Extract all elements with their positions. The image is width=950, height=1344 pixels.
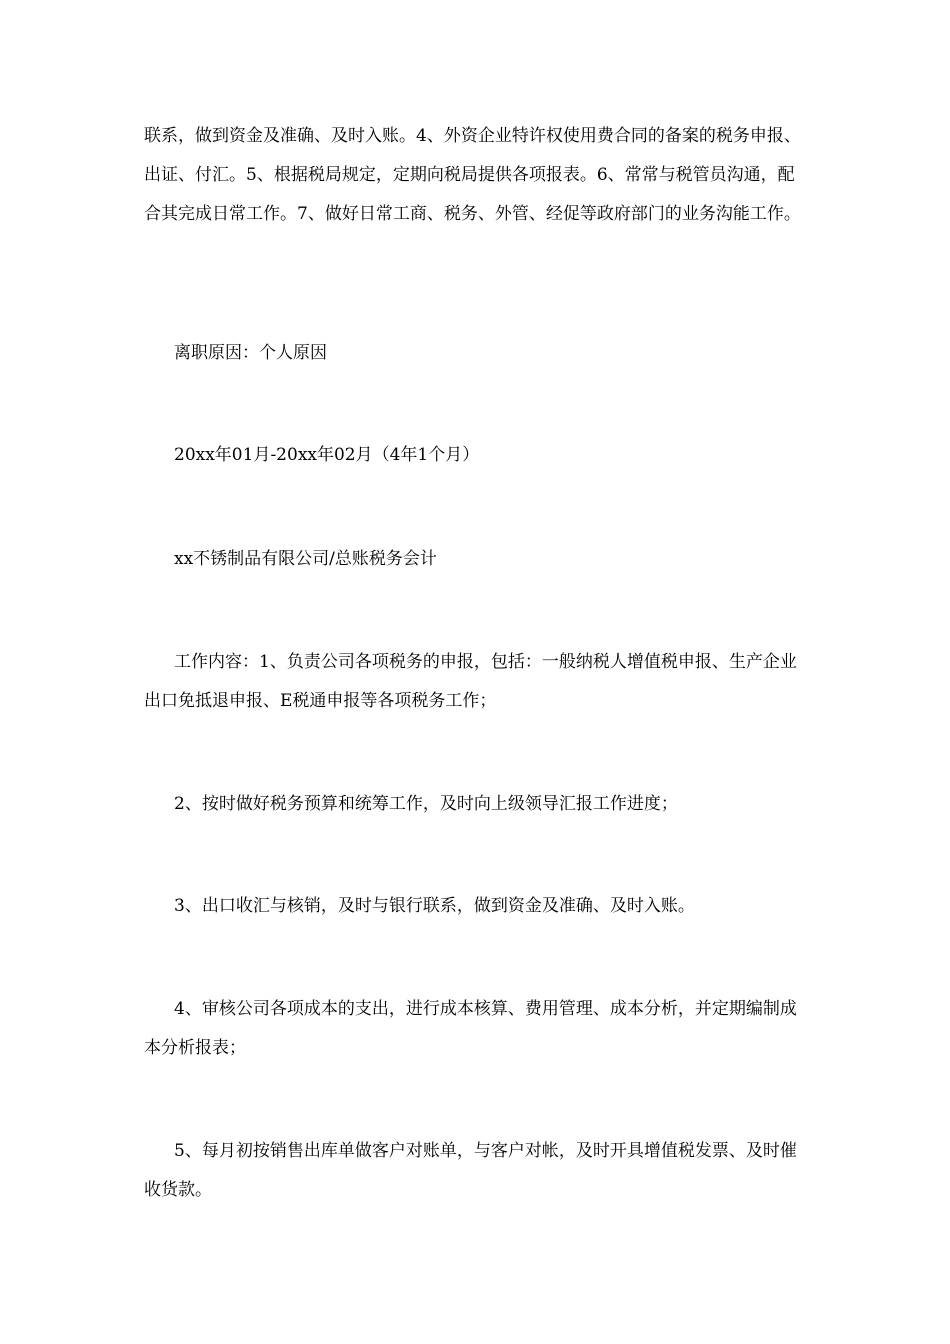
paragraph-company-position: xx不锈制品有限公司/总账税务会计 bbox=[174, 549, 437, 569]
paragraph-job-content: 工作内容：1、负责公司各项税务的申报，包括：一般纳税人增值税申报、生产企业出口免抵退申报、E税通申报等各项税务工作； bbox=[144, 652, 797, 711]
paragraph-employment-period: 20xx年01月-20xx年02月（4年1个月） bbox=[174, 445, 480, 465]
paragraph-item-3: 3、出口收汇与核销，及时与银行联系，做到资金及准确、及时入账。 bbox=[174, 896, 695, 916]
paragraph-item-2: 2、按时做好税务预算和统筹工作，及时向上级领导汇报工作进度； bbox=[174, 794, 678, 814]
paragraph-duties-continued: 联系，做到资金及准确、及时入账。4、外资企业特许权使用费合同的备案的税务申报、出证、付汇。5、根据税局规定，定期向税局提供各项报表。6、常常与税管员沟通，配合其完成日常工作。7、做好日常工商、税务、外管、经促等政府部门的业务沟能工作。 bbox=[144, 126, 801, 224]
paragraph-item-4: 4、审核公司各项成本的支出，进行成本核算、费用管理、成本分析，并定期编制成本分析报表； bbox=[144, 999, 797, 1058]
paragraph-item-5: 5、每月初按销售出库单做客户对账单，与客户对帐，及时开具增值税发票、及时催收货款。 bbox=[144, 1141, 797, 1200]
paragraph-leaving-reason: 离职原因：个人原因 bbox=[174, 343, 327, 363]
